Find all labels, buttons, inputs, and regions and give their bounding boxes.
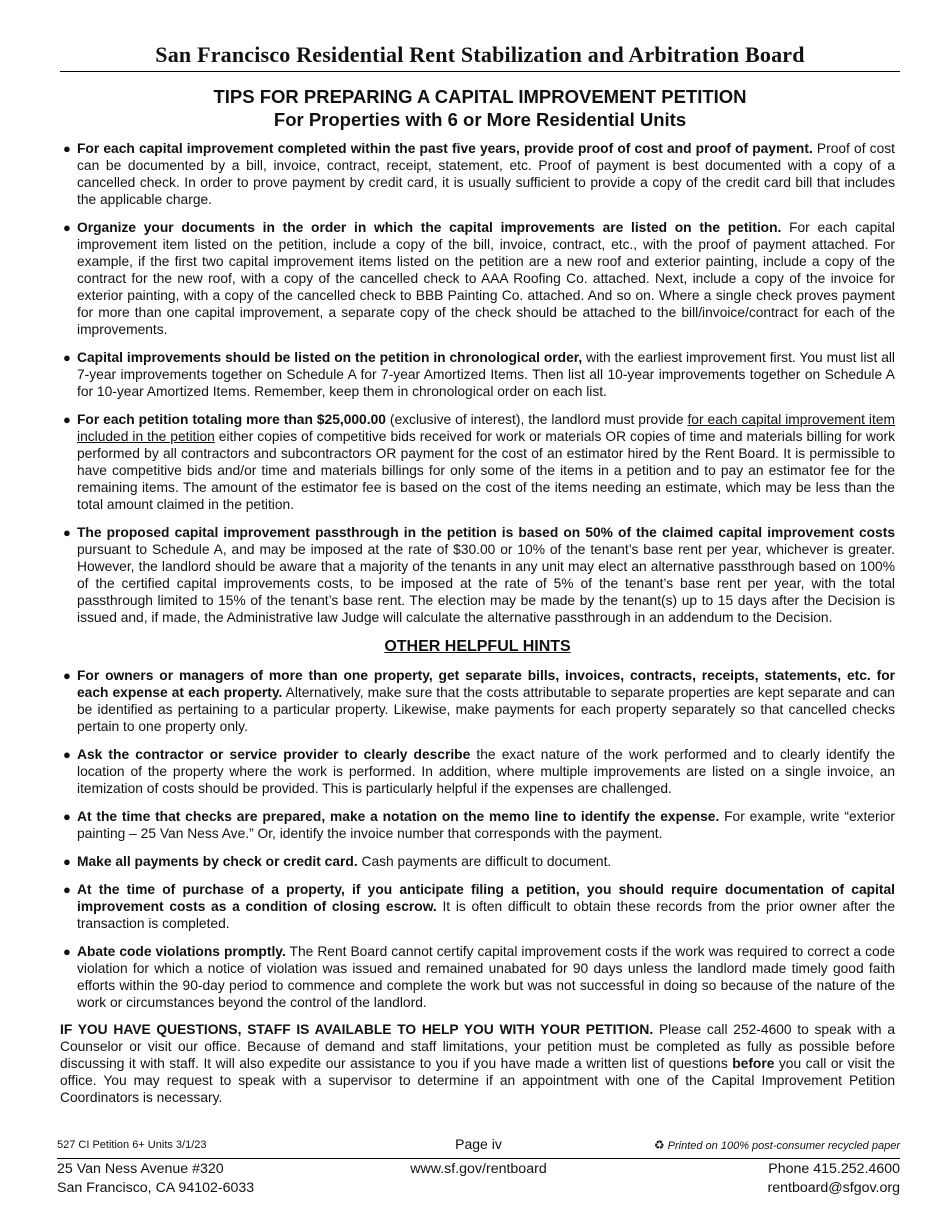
bullet-icon: ● xyxy=(63,412,71,427)
tip-item xyxy=(60,524,895,626)
questions-text: you call or visit the office. You may request to speak with a supervisor to determine if an appointment with one of the Capital Improvement Petition Coordinators is necessary. xyxy=(60,1056,895,1105)
title-line-2: For Properties with 6 or More Residential Units xyxy=(273,109,687,130)
bullet-icon: ● xyxy=(63,944,71,959)
hint-heading: Make all payments by check or credit card. xyxy=(77,854,358,869)
tip-heading: Organize your documents in the order in which the capital improvements are listed on the petition. xyxy=(77,220,782,235)
hint-text: It is often difficult to obtain these records from the prior owner after the transaction is completed. xyxy=(77,899,896,931)
bullet-icon: ● xyxy=(63,747,71,762)
hint-heading: Abate code violations promptly. xyxy=(77,944,286,959)
hint-item xyxy=(60,746,895,797)
recycle-icon: ♻ xyxy=(653,1138,665,1152)
hint-item xyxy=(60,853,895,870)
questions-paragraph xyxy=(60,1021,895,1106)
hint-item xyxy=(60,943,895,1011)
questions-emphasis: before xyxy=(732,1056,775,1071)
tip-text: For each capital improvement item listed on the petition, include a copy of the bill, invoice, contract, etc., with the proof of payment attached. For example, if the first two capital improvement items listed on the petition are a new roof and exterior painting, include a copy of the contract for the new roof, with a copy of the cancelled check to AAA Roofing Co. attached. Next, include a copy of the invoice for exterior painting, with a copy of the cancelled check to BBB Painting Co. attached. And so on. Where a single check proves payment for more than one capital improvement, a separate copy of the check should be attached to the bill/invoice/contract for each of the improvements. xyxy=(77,220,895,337)
bullet-icon: ● xyxy=(63,668,71,683)
tip-text: Proof of cost can be documented by a bill, invoice, contract, receipt, statement, etc. Proof of payment is best documented with a copy of a cancelled check. In order to prove payment by credit card, it is usually sufficient to provide a copy of the credit card bill that includes the applicable charge. xyxy=(77,141,895,207)
tip-item xyxy=(60,411,895,513)
bullet-icon: ● xyxy=(63,809,71,824)
form-code: 527 CI Petition 6+ Units 3/1/23 xyxy=(57,1139,207,1151)
hint-heading: For owners or managers of more than one property, get separate bills, invoices, contracts, receipts, statements, etc. for each expense at each property. xyxy=(77,668,895,700)
bullet-icon: ● xyxy=(63,525,71,540)
phone-number: Phone 415.252.4600 xyxy=(768,1161,900,1177)
hint-text: For example, write “exterior painting – 25 Van Ness Ave.” Or, identify the invoice number that corresponds with the payment. xyxy=(77,809,895,841)
website-link[interactable]: www.sf.gov/rentboard xyxy=(410,1161,547,1177)
page-number: Page iv xyxy=(455,1136,502,1152)
tip-heading: For each capital improvement completed within the past five years, provide proof of cost and proof of payment. xyxy=(77,141,813,156)
content-body xyxy=(60,140,895,1106)
tip-text: (exclusive of interest), the landlord must provide xyxy=(385,412,688,427)
tip-heading: For each petition totaling more than $25,000.00 xyxy=(77,412,386,427)
hints-section-title: OTHER HELPFUL HINTS xyxy=(384,638,571,655)
bullet-icon: ● xyxy=(63,220,71,235)
footer-meta xyxy=(57,1136,900,1159)
hint-item xyxy=(60,808,895,842)
hint-text: Alternatively, make sure that the costs attributable to separate properties are kept separate and can be identified as pertaining to a particular property. Likewise, make payments for each property separately so that cancelled checks pertain to one property only. xyxy=(77,685,895,734)
tip-text: with the earliest improvement first. You must list all 7-year improvements together on Schedule A for 7-year Amortized Items. Then list all 10-year improvements together on Schedule A for 10-year Amortized Items. Remember, keep them in chronological order on each list. xyxy=(77,350,895,399)
hint-text: The Rent Board cannot certify capital improvement costs if the work was required to correct a code violation for which a notice of violation was issued and remained unabated for 90 days unless the landlord made timely good faith efforts within the 90-day period to commence and complete the work but was not successful in doing so because of the nature of the work or circumstances beyond the control of the landlord. xyxy=(77,944,895,1010)
tip-item xyxy=(60,349,895,400)
tips-list xyxy=(60,140,895,626)
tip-item xyxy=(60,219,895,338)
title-line-1: TIPS FOR PREPARING A CAPITAL IMPROVEMENT PETITION xyxy=(213,86,747,107)
hints-list xyxy=(60,667,895,1011)
hint-text: Cash payments are difficult to document. xyxy=(357,854,612,869)
bullet-icon: ● xyxy=(63,141,71,156)
hint-heading: At the time of purchase of a property, if you anticipate filing a petition, you should require documentation of capital improvement costs as a condition of closing escrow. xyxy=(77,882,895,914)
bullet-icon: ● xyxy=(63,350,71,365)
recycled-text: Printed on 100% post-consumer recycled paper xyxy=(667,1140,900,1152)
hint-item xyxy=(60,881,895,932)
recycled-note xyxy=(654,1138,900,1152)
contact-info xyxy=(768,1160,900,1198)
page-title xyxy=(60,85,900,131)
questions-heading: IF YOU HAVE QUESTIONS, STAFF IS AVAILABLE TO HELP YOU WITH YOUR PETITION. xyxy=(60,1022,654,1037)
email-link[interactable]: rentboard@sfgov.org xyxy=(767,1180,900,1196)
questions-text: Please call 252-4600 to speak with a Counselor or visit our office. Because of demand and staff limitations, your petition must be completed as fully as possible before discussing it with staff. It will also expedite our assistance to you if you have made a written list of questions xyxy=(60,1022,896,1071)
address-line-1: 25 Van Ness Avenue #320 xyxy=(57,1161,224,1177)
hint-text: the exact nature of the work performed and to clearly identify the location of the property where the work is performed. In addition, where multiple improvements are listed on a single invoice, an itemization of costs should be provided. This is particularly helpful if the expenses are challenged. xyxy=(77,747,896,796)
tip-heading: Capital improvements should be listed on the petition in chronological order, xyxy=(77,350,583,365)
tip-item xyxy=(60,140,895,208)
hint-heading: At the time that checks are prepared, make a notation on the memo line to identify the expense. xyxy=(77,809,720,824)
hint-item xyxy=(60,667,895,735)
tip-text: either copies of competitive bids received for work or materials OR copies of time and materials billing for work performed by all contractors and subcontractors OR payment for the cost of an estimator hired by the Rent Board. It is permissible to have competitive bids and/or time and materials billings for only some of the items in a petition and to pay an estimator fee for the remaining items. The amount of the estimator fee is based on the cost of the items needing an estimate, which may be less than the total amount claimed in the petition. xyxy=(77,429,895,512)
address-line-2: San Francisco, CA 94102-6033 xyxy=(57,1180,255,1196)
tip-text: pursuant to Schedule A, and may be imposed at the rate of $30.00 or 10% of the tenant’s base rent per year, whichever is greater. However, the landlord should be aware that a majority of the tenants in any unit may elect an alternative passthrough based on 100% of the certified capital improvements costs, to be imposed at the rate of 5% of the tenant’s base rent per year, with the total passthrough limited to 15% of the tenant’s base rent. The election may be made by the tenant(s) up to 15 days after the Decision is issued and, if made, the Administrative law Judge will calculate the alternative passthrough in an addendum to the Decision. xyxy=(77,542,895,625)
tip-underlined-text: for each capital improvement item included in the petition xyxy=(77,412,895,444)
org-header: San Francisco Residential Rent Stabilization and Arbitration Board xyxy=(60,38,900,72)
tip-heading: The proposed capital improvement passthrough in the petition is based on 50% of the claimed capital improvement costs xyxy=(77,525,895,540)
bullet-icon: ● xyxy=(63,854,71,869)
bullet-icon: ● xyxy=(63,882,71,897)
hint-heading: Ask the contractor or service provider to clearly describe xyxy=(77,747,471,762)
